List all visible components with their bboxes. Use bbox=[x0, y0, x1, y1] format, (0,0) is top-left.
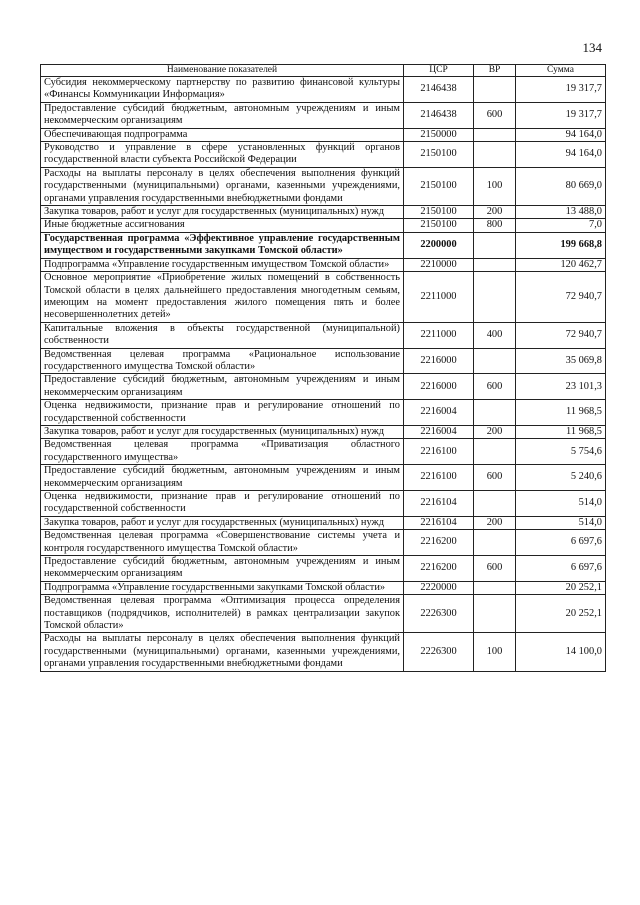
cell-sum: 5 754,6 bbox=[516, 439, 606, 465]
cell-vr bbox=[474, 530, 516, 556]
cell-name: Обеспечивающая подпрограмма bbox=[41, 128, 404, 141]
cell-sum: 94 164,0 bbox=[516, 128, 606, 141]
cell-sum: 72 940,7 bbox=[516, 322, 606, 348]
cell-name: Подпрограмма «Управление государственным имуществом Томской области» bbox=[41, 258, 404, 271]
table-row bbox=[41, 425, 606, 438]
cell-csr: 2216200 bbox=[404, 556, 474, 582]
cell-vr bbox=[474, 128, 516, 141]
budget-table bbox=[40, 64, 606, 672]
cell-vr bbox=[474, 491, 516, 517]
cell-csr: 2220000 bbox=[404, 581, 474, 594]
cell-name: Предоставление субсидий бюджетным, автономным учреждениям и иным некоммерческим организациям bbox=[41, 556, 404, 582]
cell-vr: 100 bbox=[474, 167, 516, 205]
cell-name: Ведомственная целевая программа «Рациональное использование государственного имущества Томской области» bbox=[41, 348, 404, 374]
cell-vr: 400 bbox=[474, 322, 516, 348]
cell-sum: 20 252,1 bbox=[516, 595, 606, 633]
cell-vr bbox=[474, 142, 516, 168]
cell-sum: 35 069,8 bbox=[516, 348, 606, 374]
table-row bbox=[41, 272, 606, 323]
cell-csr: 2210000 bbox=[404, 258, 474, 271]
cell-csr: 2150100 bbox=[404, 142, 474, 168]
table-row bbox=[41, 142, 606, 168]
table-row bbox=[41, 491, 606, 517]
cell-sum: 11 968,5 bbox=[516, 425, 606, 438]
cell-csr: 2200000 bbox=[404, 232, 474, 258]
table-row bbox=[41, 465, 606, 491]
cell-csr: 2150100 bbox=[404, 206, 474, 219]
cell-vr: 600 bbox=[474, 465, 516, 491]
table-row bbox=[41, 258, 606, 271]
cell-csr: 2216100 bbox=[404, 439, 474, 465]
table-row bbox=[41, 167, 606, 205]
table-row bbox=[41, 556, 606, 582]
table-row bbox=[41, 530, 606, 556]
table-row bbox=[41, 128, 606, 141]
cell-csr: 2211000 bbox=[404, 322, 474, 348]
cell-csr: 2150000 bbox=[404, 128, 474, 141]
cell-sum: 6 697,6 bbox=[516, 530, 606, 556]
table-row bbox=[41, 77, 606, 103]
table-header-row bbox=[41, 65, 606, 77]
cell-sum: 94 164,0 bbox=[516, 142, 606, 168]
cell-name: Ведомственная целевая программа «Совершенствование системы учета и контроля государственного имущества Томской области» bbox=[41, 530, 404, 556]
cell-csr: 2146438 bbox=[404, 102, 474, 128]
cell-sum: 7,0 bbox=[516, 219, 606, 232]
cell-sum: 20 252,1 bbox=[516, 581, 606, 594]
cell-sum: 19 317,7 bbox=[516, 77, 606, 103]
table-row bbox=[41, 232, 606, 258]
cell-csr: 2216104 bbox=[404, 516, 474, 529]
cell-vr: 200 bbox=[474, 516, 516, 529]
table-row bbox=[41, 439, 606, 465]
cell-name: Оценка недвижимости, признание прав и регулирование отношений по государственной собственности bbox=[41, 491, 404, 517]
header-csr: ЦСР bbox=[404, 65, 474, 77]
cell-vr bbox=[474, 77, 516, 103]
cell-name: Предоставление субсидий бюджетным, автономным учреждениям и иным некоммерческим организациям bbox=[41, 465, 404, 491]
header-sum: Сумма bbox=[516, 65, 606, 77]
cell-sum: 5 240,6 bbox=[516, 465, 606, 491]
cell-name: Расходы на выплаты персоналу в целях обеспечения выполнения функций государственными (муниципальными) органами, казенными учреждениями, органами управления государственными внебюджетными фондами bbox=[41, 633, 404, 671]
cell-name: Иные бюджетные ассигнования bbox=[41, 219, 404, 232]
table-row bbox=[41, 374, 606, 400]
cell-csr: 2216004 bbox=[404, 400, 474, 426]
cell-name: Подпрограмма «Управление государственными закупками Томской области» bbox=[41, 581, 404, 594]
table-row bbox=[41, 322, 606, 348]
cell-vr bbox=[474, 439, 516, 465]
cell-name: Предоставление субсидий бюджетным, автономным учреждениям и иным некоммерческим организациям bbox=[41, 374, 404, 400]
cell-sum: 6 697,6 bbox=[516, 556, 606, 582]
page-number: 134 bbox=[582, 40, 602, 55]
cell-vr: 600 bbox=[474, 374, 516, 400]
header-vr: ВР bbox=[474, 65, 516, 77]
cell-csr: 2216004 bbox=[404, 425, 474, 438]
cell-csr: 2226300 bbox=[404, 633, 474, 671]
cell-csr: 2150100 bbox=[404, 167, 474, 205]
table-row bbox=[41, 400, 606, 426]
cell-name: Оценка недвижимости, признание прав и регулирование отношений по государственной собственности bbox=[41, 400, 404, 426]
cell-vr bbox=[474, 348, 516, 374]
cell-csr: 2216104 bbox=[404, 491, 474, 517]
cell-name: Закупка товаров, работ и услуг для государственных (муниципальных) нужд bbox=[41, 516, 404, 529]
cell-sum: 120 462,7 bbox=[516, 258, 606, 271]
cell-sum: 80 669,0 bbox=[516, 167, 606, 205]
cell-sum: 72 940,7 bbox=[516, 272, 606, 323]
cell-name: Основное мероприятие «Приобретение жилых помещений в собственность Томской области в целях дальнейшего предоставления многодетным семьям, имеющим на момент предоставления жилого помещения пять и более несовершеннолетних детей» bbox=[41, 272, 404, 323]
cell-name: Предоставление субсидий бюджетным, автономным учреждениям и иным некоммерческим организациям bbox=[41, 102, 404, 128]
cell-name: Руководство и управление в сфере установленных функций органов государственной власти субъекта Российской Федерации bbox=[41, 142, 404, 168]
cell-csr: 2226300 bbox=[404, 595, 474, 633]
table-row bbox=[41, 516, 606, 529]
table-row bbox=[41, 581, 606, 594]
cell-csr: 2216200 bbox=[404, 530, 474, 556]
cell-vr: 600 bbox=[474, 556, 516, 582]
cell-vr bbox=[474, 232, 516, 258]
cell-vr bbox=[474, 272, 516, 323]
cell-vr: 800 bbox=[474, 219, 516, 232]
cell-csr: 2211000 bbox=[404, 272, 474, 323]
cell-name: Закупка товаров, работ и услуг для государственных (муниципальных) нужд bbox=[41, 206, 404, 219]
header-name: Наименование показателей bbox=[41, 65, 404, 77]
cell-vr bbox=[474, 595, 516, 633]
cell-csr: 2146438 bbox=[404, 77, 474, 103]
cell-sum: 514,0 bbox=[516, 516, 606, 529]
cell-vr: 600 bbox=[474, 102, 516, 128]
table-row bbox=[41, 219, 606, 232]
cell-vr bbox=[474, 258, 516, 271]
cell-vr bbox=[474, 581, 516, 594]
table-row bbox=[41, 206, 606, 219]
table-row bbox=[41, 348, 606, 374]
cell-sum: 23 101,3 bbox=[516, 374, 606, 400]
cell-sum: 199 668,8 bbox=[516, 232, 606, 258]
cell-vr: 200 bbox=[474, 206, 516, 219]
cell-name: Закупка товаров, работ и услуг для государственных (муниципальных) нужд bbox=[41, 425, 404, 438]
cell-sum: 514,0 bbox=[516, 491, 606, 517]
cell-name: Субсидия некоммерческому партнерству по развитию финансовой культуры «Финансы Коммуникации Информация» bbox=[41, 77, 404, 103]
cell-vr: 200 bbox=[474, 425, 516, 438]
cell-csr: 2216000 bbox=[404, 348, 474, 374]
cell-sum: 19 317,7 bbox=[516, 102, 606, 128]
cell-name: Расходы на выплаты персоналу в целях обеспечения выполнения функций государственными (муниципальными) органами, казенными учреждениями, органами управления государственными внебюджетными фондами bbox=[41, 167, 404, 205]
cell-name: Капитальные вложения в объекты государственной (муниципальной) собственности bbox=[41, 322, 404, 348]
cell-name: Ведомственная целевая программа «Оптимизация процесса определения поставщиков (подрядчиков, исполнителей) в рамках централизации закупок Томской области» bbox=[41, 595, 404, 633]
cell-name: Государственная программа «Эффективное управление государственным имуществом и государственными закупками Томской области» bbox=[41, 232, 404, 258]
cell-vr: 100 bbox=[474, 633, 516, 671]
cell-vr bbox=[474, 400, 516, 426]
cell-csr: 2216000 bbox=[404, 374, 474, 400]
cell-name: Ведомственная целевая программа «Приватизация областного государственного имущества» bbox=[41, 439, 404, 465]
cell-csr: 2216100 bbox=[404, 465, 474, 491]
table-row bbox=[41, 595, 606, 633]
cell-sum: 11 968,5 bbox=[516, 400, 606, 426]
cell-sum: 13 488,0 bbox=[516, 206, 606, 219]
table-row bbox=[41, 633, 606, 671]
cell-sum: 14 100,0 bbox=[516, 633, 606, 671]
cell-csr: 2150100 bbox=[404, 219, 474, 232]
table-row bbox=[41, 102, 606, 128]
